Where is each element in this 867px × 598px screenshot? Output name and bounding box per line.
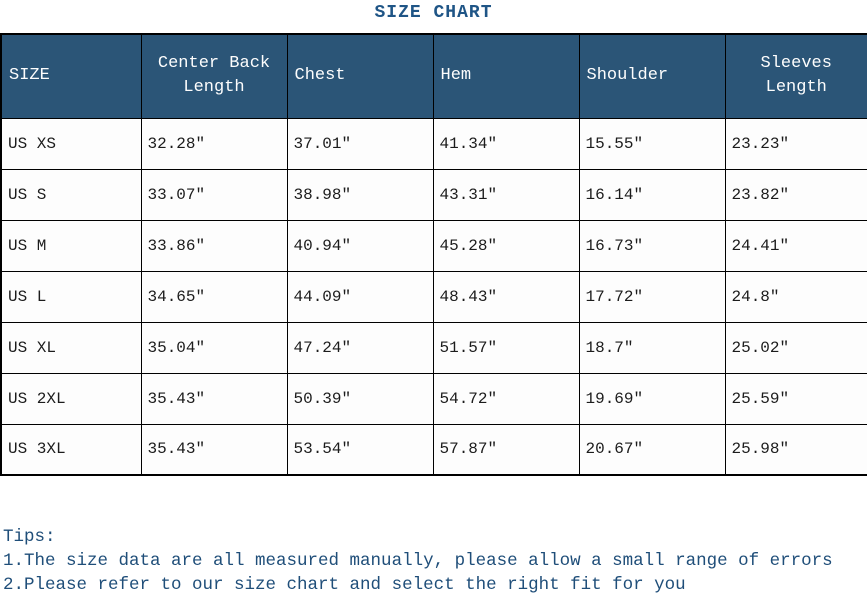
shoulder-cell: 16.73″ xyxy=(579,220,725,271)
column-header-chest: Chest xyxy=(287,34,433,118)
chest-cell: 44.09″ xyxy=(287,271,433,322)
sleeves-length-cell: 25.02″ xyxy=(725,322,867,373)
size-cell: US 3XL xyxy=(1,424,141,475)
center-back-length-cell: 35.43″ xyxy=(141,424,287,475)
size-cell: US XS xyxy=(1,118,141,169)
center-back-length-cell: 33.86″ xyxy=(141,220,287,271)
table-row-us-l xyxy=(1,271,867,322)
tip-line-2: 2.Please refer to our size chart and select the right fit for you xyxy=(3,575,686,595)
center-back-length-cell: 35.04″ xyxy=(141,322,287,373)
table-header-row xyxy=(1,34,867,118)
column-header-center-back-length xyxy=(141,34,287,118)
hem-cell: 41.34″ xyxy=(433,118,579,169)
shoulder-cell: 15.55″ xyxy=(579,118,725,169)
center-back-length-cell: 34.65″ xyxy=(141,271,287,322)
hem-cell: 51.57″ xyxy=(433,322,579,373)
table-row-us-xs xyxy=(1,118,867,169)
shoulder-cell: 16.14″ xyxy=(579,169,725,220)
chest-cell: 40.94″ xyxy=(287,220,433,271)
hem-cell: 48.43″ xyxy=(433,271,579,322)
shoulder-cell: 17.72″ xyxy=(579,271,725,322)
sleeves-length-cell: 24.8″ xyxy=(725,271,867,322)
tips-section xyxy=(0,525,867,597)
tips-heading: Tips: xyxy=(3,527,56,547)
shoulder-cell: 18.7″ xyxy=(579,322,725,373)
center-back-length-cell: 35.43″ xyxy=(141,373,287,424)
hem-cell: 45.28″ xyxy=(433,220,579,271)
chest-cell: 50.39″ xyxy=(287,373,433,424)
header-line: Length xyxy=(183,78,245,98)
sleeves-length-cell: 23.82″ xyxy=(725,169,867,220)
shoulder-cell: 20.67″ xyxy=(579,424,725,475)
column-header-sleeves-length xyxy=(725,34,867,118)
sleeves-length-cell: 25.98″ xyxy=(725,424,867,475)
hem-cell: 57.87″ xyxy=(433,424,579,475)
chest-cell: 47.24″ xyxy=(287,322,433,373)
chest-cell: 38.98″ xyxy=(287,169,433,220)
table-row-us-m xyxy=(1,220,867,271)
tip-line-1: 1.The size data are all measured manually, please allow a small range of errors xyxy=(3,551,833,571)
column-header-shoulder: Shoulder xyxy=(579,34,725,118)
header-line: Sleeves xyxy=(760,53,832,73)
shoulder-cell: 19.69″ xyxy=(579,373,725,424)
center-back-length-cell: 33.07″ xyxy=(141,169,287,220)
table-row-us-3xl xyxy=(1,424,867,475)
chest-cell: 53.54″ xyxy=(287,424,433,475)
column-header-hem: Hem xyxy=(433,34,579,118)
sleeves-length-cell: 24.41″ xyxy=(725,220,867,271)
column-header-size: SIZE xyxy=(1,34,141,118)
hem-cell: 43.31″ xyxy=(433,169,579,220)
size-cell: US M xyxy=(1,220,141,271)
size-chart-table xyxy=(0,33,867,476)
hem-cell: 54.72″ xyxy=(433,373,579,424)
table-row-us-2xl xyxy=(1,373,867,424)
size-cell: US 2XL xyxy=(1,373,141,424)
header-line: Length xyxy=(765,78,827,98)
size-cell: US XL xyxy=(1,322,141,373)
table-row-us-xl xyxy=(1,322,867,373)
chest-cell: 37.01″ xyxy=(287,118,433,169)
size-cell: US S xyxy=(1,169,141,220)
sleeves-length-cell: 25.59″ xyxy=(725,373,867,424)
header-line: Center Back xyxy=(157,53,271,73)
page-title: SIZE CHART xyxy=(374,3,493,23)
center-back-length-cell: 32.28″ xyxy=(141,118,287,169)
table-row-us-s xyxy=(1,169,867,220)
size-cell: US L xyxy=(1,271,141,322)
sleeves-length-cell: 23.23″ xyxy=(725,118,867,169)
